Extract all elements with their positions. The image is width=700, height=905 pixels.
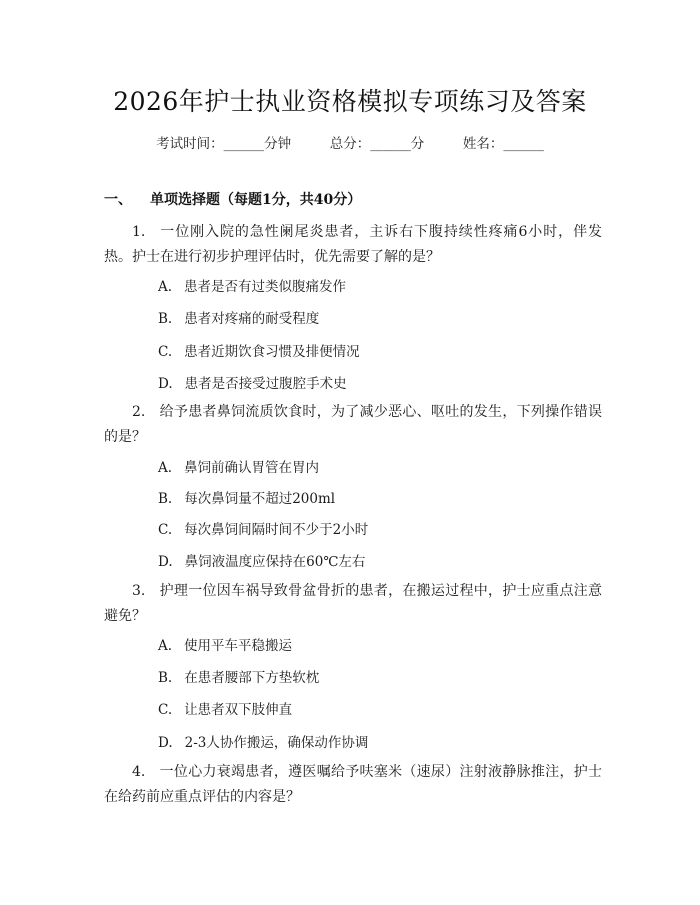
option-letter: D. xyxy=(158,735,173,751)
option-text: 2-3人协作搬运，确保动作协调 xyxy=(184,735,369,751)
time-label: 考试时间： xyxy=(156,136,224,152)
exam-info xyxy=(0,132,700,152)
time-blank: ______ xyxy=(223,136,265,152)
question-4 xyxy=(104,760,602,810)
section-number: 一、 xyxy=(104,192,132,208)
question-text: 一位心力衰竭患者，遵医嘱给予呋塞米（速尿）注射液静脉推注，护士在给药前应重点评估的内容是？ xyxy=(104,764,602,805)
option-text: 患者近期饮食习惯及排便情况 xyxy=(184,344,360,360)
option-item xyxy=(158,456,319,476)
option-letter: C. xyxy=(158,344,173,360)
option-text: 鼻饲液温度应保持在60℃左右 xyxy=(184,554,366,570)
section-heading xyxy=(104,189,361,209)
option-letter: B. xyxy=(158,311,173,327)
option-text: 让患者双下肢伸直 xyxy=(184,702,293,718)
question-2 xyxy=(104,400,602,450)
question-number: 1. xyxy=(132,224,146,240)
option-letter: C. xyxy=(158,702,173,718)
option-item xyxy=(158,518,368,538)
option-text: 患者对疼痛的耐受程度 xyxy=(184,311,320,327)
option-letter: C. xyxy=(158,522,173,538)
option-letter: D. xyxy=(158,554,173,570)
score-label: 总分： xyxy=(329,136,371,152)
option-text: 使用平车平稳搬运 xyxy=(184,638,293,654)
document-title: 2026年护士执业资格模拟专项练习及答案 xyxy=(113,87,587,116)
score-unit: 分 xyxy=(410,136,425,152)
option-item xyxy=(158,550,365,570)
option-item xyxy=(158,487,335,507)
section-title: 单项选择题（每题1分，共40分） xyxy=(150,192,362,208)
question-text: 一位刚入院的急性阑尾炎患者，主诉右下腹持续性疼痛6小时，伴发热。护士在进行初步护理评估时，优先需要了解的是？ xyxy=(104,224,602,265)
name-label: 姓名： xyxy=(462,136,504,152)
question-text: 护理一位因车祸导致骨盆骨折的患者，在搬运过程中，护士应重点注意避免？ xyxy=(104,583,602,624)
option-letter: B. xyxy=(158,670,173,686)
option-text: 患者是否接受过腹腔手术史 xyxy=(184,376,347,392)
option-text: 在患者腰部下方垫软枕 xyxy=(184,670,320,686)
option-item xyxy=(158,634,292,654)
option-letter: D. xyxy=(158,376,173,392)
option-item xyxy=(158,372,347,392)
option-item xyxy=(158,731,368,751)
question-number: 4. xyxy=(132,764,146,780)
option-item xyxy=(158,698,292,718)
option-text: 鼻饲前确认胃管在胃内 xyxy=(184,460,320,476)
question-number: 2. xyxy=(132,404,146,420)
time-unit: 分钟 xyxy=(264,136,292,152)
option-item xyxy=(158,666,319,686)
option-text: 每次鼻饲间隔时间不少于2小时 xyxy=(184,522,369,538)
question-text: 给予患者鼻饲流质饮食时，为了减少恶心、呕吐的发生，下列操作错误的是？ xyxy=(104,404,602,445)
option-text: 每次鼻饲量不超过200ml xyxy=(184,491,336,507)
option-item xyxy=(158,275,346,295)
option-letter: A. xyxy=(158,460,173,476)
option-letter: A. xyxy=(158,638,173,654)
question-1 xyxy=(104,220,602,270)
option-text: 患者是否有过类似腹痛发作 xyxy=(184,279,347,295)
option-letter: B. xyxy=(158,491,173,507)
name-blank: ______ xyxy=(503,136,544,152)
score-blank: ______ xyxy=(370,136,411,152)
option-item xyxy=(158,307,319,327)
option-item xyxy=(158,340,360,360)
question-3 xyxy=(104,579,602,629)
option-letter: A. xyxy=(158,279,173,295)
question-number: 3. xyxy=(132,583,146,599)
